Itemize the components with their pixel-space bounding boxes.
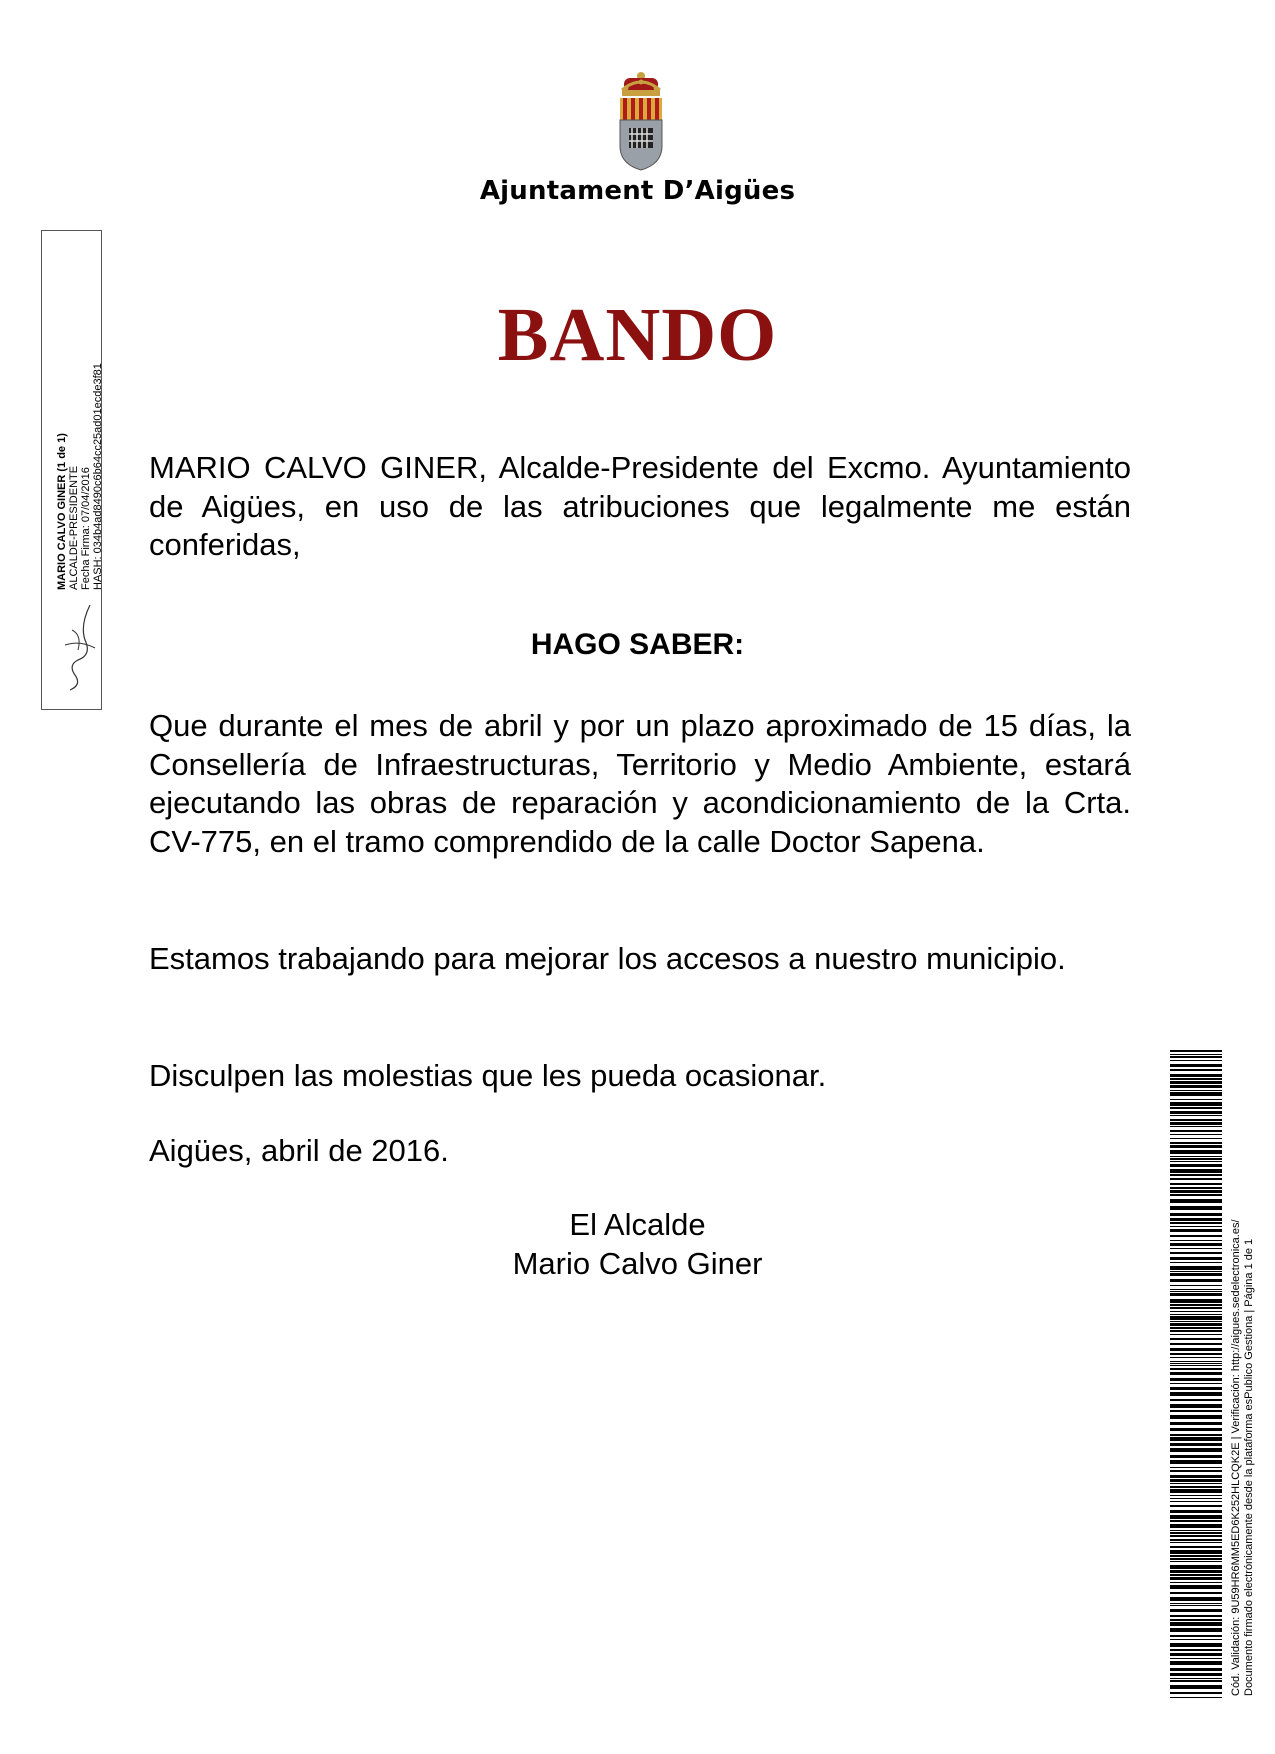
signature-details: [56, 320, 104, 590]
validation-info: [1230, 1219, 1256, 1696]
section-heading: HAGO SABER:: [530, 628, 745, 661]
signer-role: El Alcalde: [569, 1207, 706, 1242]
validation-code-line: Cód. Validación: 9U59HR6MM5ED6K252HLCQK2E | Verificación: http://aigues.sedelectronica.es/: [1230, 1219, 1242, 1696]
barcode-icon: [1170, 1050, 1222, 1698]
municipal-crest-icon: [614, 68, 668, 176]
organization-name: Ajuntament D’Aigües: [479, 176, 796, 206]
signer-name: Mario Calvo Giner: [512, 1246, 763, 1281]
body-paragraph-1: Que durante el mes de abril y por un plazo aproximado de 15 días, la Consellería de Infraestructuras, Territorio y Medio Ambiente, estará ejecutando las obras de reparación y acondicionamiento de la Crta. CV-775, en el tramo comprendido de la calle Doctor Sapena.: [149, 708, 1131, 859]
document-title: BANDO: [497, 293, 778, 377]
validation-platform-line: Documento firmado electrónicamente desde la plataforma esPublico Gestiona | Página 1 de 1: [1243, 1238, 1255, 1696]
handwritten-signature-icon: [60, 600, 100, 695]
signature-position: ALCALDE-PRESIDENTE: [68, 465, 80, 590]
body-paragraph-2: Estamos trabajando para mejorar los accesos a nuestro municipio.: [149, 941, 1066, 976]
intro-paragraph: MARIO CALVO GINER, Alcalde-Presidente del Excmo. Ayuntamiento de Aigües, en uso de las atribuciones que legalmente me están conferidas,: [149, 450, 1131, 562]
signature-date: Fecha Firma: 07/04/2016: [80, 467, 92, 590]
body-paragraph-3: Disculpen las molestias que les pueda ocasionar.: [149, 1058, 827, 1093]
date-line: Aigües, abril de 2016.: [149, 1133, 449, 1168]
signature-signer: MARIO CALVO GINER (1 de 1): [56, 433, 68, 590]
signature-hash: HASH: 034b4ad8490c6b64cc25ad01ecde3f81: [92, 363, 104, 590]
